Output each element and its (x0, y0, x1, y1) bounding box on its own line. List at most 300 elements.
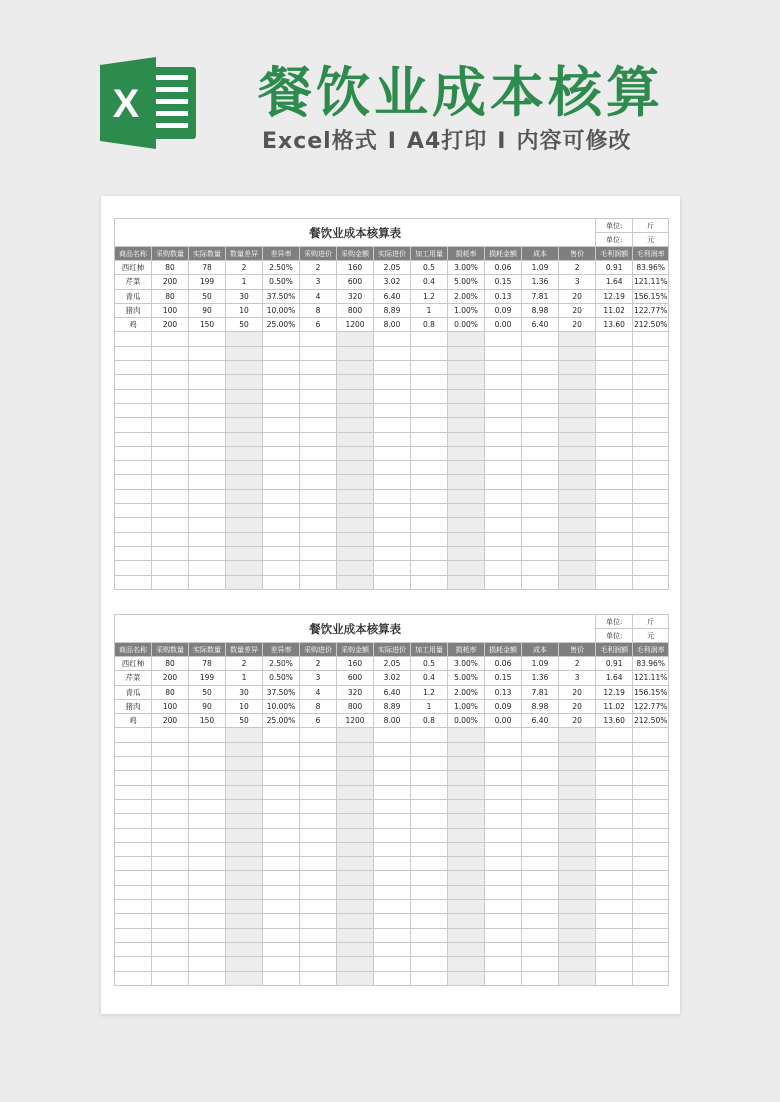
empty-cell[interactable] (374, 771, 411, 785)
empty-cell[interactable] (485, 489, 522, 503)
empty-cell[interactable] (300, 914, 337, 928)
empty-cell[interactable] (559, 561, 596, 575)
table-cell[interactable]: 西红柿 (115, 261, 152, 275)
table-cell[interactable]: 20 (559, 303, 596, 317)
empty-cell[interactable] (226, 814, 263, 828)
empty-cell[interactable] (559, 900, 596, 914)
table-cell[interactable]: 1.2 (411, 685, 448, 699)
empty-cell[interactable] (189, 871, 226, 885)
table-cell[interactable]: 1.09 (522, 657, 559, 671)
table-cell[interactable]: 0.00% (448, 318, 485, 332)
empty-cell[interactable] (596, 885, 633, 899)
table-cell[interactable]: 156.15% (633, 685, 669, 699)
empty-cell[interactable] (485, 475, 522, 489)
empty-cell[interactable] (300, 446, 337, 460)
empty-cell[interactable] (448, 785, 485, 799)
empty-cell[interactable] (522, 361, 559, 375)
empty-cell[interactable] (485, 828, 522, 842)
empty-cell[interactable] (189, 389, 226, 403)
empty-cell[interactable] (374, 504, 411, 518)
empty-cell[interactable] (374, 828, 411, 842)
empty-cell[interactable] (115, 799, 152, 813)
empty-cell[interactable] (596, 375, 633, 389)
empty-cell[interactable] (596, 742, 633, 756)
table-cell[interactable]: 8.00 (374, 714, 411, 728)
unit-value[interactable]: 元 (633, 233, 669, 247)
empty-cell[interactable] (263, 532, 300, 546)
empty-cell[interactable] (448, 375, 485, 389)
empty-cell[interactable] (485, 942, 522, 956)
empty-cell[interactable] (485, 885, 522, 899)
empty-cell[interactable] (559, 389, 596, 403)
empty-cell[interactable] (300, 728, 337, 742)
table-cell[interactable]: 2.50% (263, 657, 300, 671)
empty-cell[interactable] (152, 446, 189, 460)
empty-cell[interactable] (559, 432, 596, 446)
table-cell[interactable]: 13.60 (596, 318, 633, 332)
table-cell[interactable]: 2.50% (263, 261, 300, 275)
empty-cell[interactable] (374, 561, 411, 575)
empty-cell[interactable] (337, 489, 374, 503)
empty-cell[interactable] (596, 857, 633, 871)
empty-cell[interactable] (189, 446, 226, 460)
table-cell[interactable]: 320 (337, 685, 374, 699)
empty-cell[interactable] (115, 771, 152, 785)
empty-cell[interactable] (596, 842, 633, 856)
empty-cell[interactable] (300, 461, 337, 475)
empty-cell[interactable] (300, 389, 337, 403)
empty-cell[interactable] (559, 814, 596, 828)
table-cell[interactable]: 80 (152, 261, 189, 275)
empty-cell[interactable] (263, 742, 300, 756)
table-cell[interactable]: 西红柿 (115, 657, 152, 671)
empty-cell[interactable] (115, 871, 152, 885)
empty-cell[interactable] (263, 361, 300, 375)
table-cell[interactable]: 1 (411, 699, 448, 713)
empty-cell[interactable] (226, 418, 263, 432)
empty-cell[interactable] (485, 575, 522, 589)
empty-cell[interactable] (189, 957, 226, 971)
table-cell[interactable]: 0.4 (411, 275, 448, 289)
empty-cell[interactable] (152, 361, 189, 375)
table-cell[interactable]: 0.13 (485, 685, 522, 699)
table-cell[interactable]: 80 (152, 685, 189, 699)
empty-cell[interactable] (522, 799, 559, 813)
empty-cell[interactable] (374, 957, 411, 971)
empty-cell[interactable] (596, 799, 633, 813)
empty-cell[interactable] (115, 489, 152, 503)
empty-cell[interactable] (485, 928, 522, 942)
empty-cell[interactable] (152, 375, 189, 389)
table-cell[interactable]: 青瓜 (115, 289, 152, 303)
empty-cell[interactable] (411, 518, 448, 532)
empty-cell[interactable] (300, 546, 337, 560)
table-cell[interactable]: 100 (152, 699, 189, 713)
table-cell[interactable]: 25.00% (263, 714, 300, 728)
empty-cell[interactable] (263, 842, 300, 856)
empty-cell[interactable] (411, 728, 448, 742)
empty-cell[interactable] (448, 546, 485, 560)
table-cell[interactable]: 0.15 (485, 671, 522, 685)
empty-cell[interactable] (411, 742, 448, 756)
empty-cell[interactable] (448, 842, 485, 856)
empty-cell[interactable] (263, 475, 300, 489)
table-cell[interactable]: 50 (226, 318, 263, 332)
table-cell[interactable]: 600 (337, 275, 374, 289)
empty-cell[interactable] (189, 346, 226, 360)
empty-cell[interactable] (263, 518, 300, 532)
empty-cell[interactable] (263, 885, 300, 899)
empty-cell[interactable] (448, 389, 485, 403)
empty-cell[interactable] (448, 332, 485, 346)
empty-cell[interactable] (485, 418, 522, 432)
empty-cell[interactable] (448, 418, 485, 432)
empty-cell[interactable] (337, 942, 374, 956)
empty-cell[interactable] (596, 785, 633, 799)
empty-cell[interactable] (411, 771, 448, 785)
empty-cell[interactable] (559, 771, 596, 785)
table-cell[interactable]: 20 (559, 685, 596, 699)
empty-cell[interactable] (300, 489, 337, 503)
empty-cell[interactable] (226, 871, 263, 885)
empty-cell[interactable] (448, 742, 485, 756)
empty-cell[interactable] (448, 504, 485, 518)
empty-cell[interactable] (337, 432, 374, 446)
empty-cell[interactable] (189, 757, 226, 771)
empty-cell[interactable] (559, 518, 596, 532)
empty-cell[interactable] (559, 885, 596, 899)
empty-cell[interactable] (115, 432, 152, 446)
table-cell[interactable]: 芹菜 (115, 671, 152, 685)
empty-cell[interactable] (337, 403, 374, 417)
empty-cell[interactable] (115, 518, 152, 532)
empty-cell[interactable] (189, 418, 226, 432)
empty-cell[interactable] (263, 928, 300, 942)
empty-cell[interactable] (522, 914, 559, 928)
empty-cell[interactable] (411, 842, 448, 856)
empty-cell[interactable] (226, 828, 263, 842)
table-cell[interactable]: 0.50% (263, 275, 300, 289)
table-cell[interactable]: 160 (337, 261, 374, 275)
empty-cell[interactable] (152, 389, 189, 403)
empty-cell[interactable] (226, 561, 263, 575)
empty-cell[interactable] (152, 900, 189, 914)
table-cell[interactable]: 鸡 (115, 318, 152, 332)
empty-cell[interactable] (633, 375, 669, 389)
empty-cell[interactable] (596, 461, 633, 475)
empty-cell[interactable] (559, 957, 596, 971)
table-cell[interactable]: 0.06 (485, 657, 522, 671)
empty-cell[interactable] (374, 914, 411, 928)
empty-cell[interactable] (226, 461, 263, 475)
empty-cell[interactable] (300, 518, 337, 532)
empty-cell[interactable] (337, 518, 374, 532)
empty-cell[interactable] (226, 504, 263, 518)
empty-cell[interactable] (115, 814, 152, 828)
empty-cell[interactable] (152, 885, 189, 899)
empty-cell[interactable] (337, 857, 374, 871)
empty-cell[interactable] (115, 742, 152, 756)
empty-cell[interactable] (337, 900, 374, 914)
table-cell[interactable]: 0.8 (411, 318, 448, 332)
empty-cell[interactable] (596, 561, 633, 575)
empty-cell[interactable] (485, 461, 522, 475)
empty-cell[interactable] (115, 900, 152, 914)
empty-cell[interactable] (522, 828, 559, 842)
empty-cell[interactable] (152, 532, 189, 546)
table-cell[interactable]: 0.4 (411, 671, 448, 685)
empty-cell[interactable] (263, 389, 300, 403)
empty-cell[interactable] (411, 346, 448, 360)
empty-cell[interactable] (115, 885, 152, 899)
empty-cell[interactable] (596, 446, 633, 460)
empty-cell[interactable] (226, 518, 263, 532)
empty-cell[interactable] (596, 518, 633, 532)
empty-cell[interactable] (337, 504, 374, 518)
empty-cell[interactable] (485, 432, 522, 446)
empty-cell[interactable] (115, 546, 152, 560)
empty-cell[interactable] (448, 575, 485, 589)
empty-cell[interactable] (633, 518, 669, 532)
empty-cell[interactable] (189, 561, 226, 575)
empty-cell[interactable] (522, 346, 559, 360)
empty-cell[interactable] (226, 546, 263, 560)
empty-cell[interactable] (263, 461, 300, 475)
empty-cell[interactable] (448, 828, 485, 842)
empty-cell[interactable] (411, 814, 448, 828)
table-cell[interactable]: 13.60 (596, 714, 633, 728)
table-cell[interactable]: 2 (300, 261, 337, 275)
empty-cell[interactable] (448, 799, 485, 813)
empty-cell[interactable] (189, 532, 226, 546)
empty-cell[interactable] (300, 857, 337, 871)
table-cell[interactable]: 37.50% (263, 685, 300, 699)
empty-cell[interactable] (485, 403, 522, 417)
table-cell[interactable]: 78 (189, 657, 226, 671)
empty-cell[interactable] (300, 504, 337, 518)
empty-cell[interactable] (559, 446, 596, 460)
empty-cell[interactable] (448, 928, 485, 942)
empty-cell[interactable] (115, 446, 152, 460)
empty-cell[interactable] (633, 532, 669, 546)
table-cell[interactable]: 6 (300, 318, 337, 332)
empty-cell[interactable] (596, 575, 633, 589)
empty-cell[interactable] (411, 871, 448, 885)
empty-cell[interactable] (337, 461, 374, 475)
empty-cell[interactable] (189, 742, 226, 756)
empty-cell[interactable] (485, 757, 522, 771)
empty-cell[interactable] (300, 828, 337, 842)
empty-cell[interactable] (263, 814, 300, 828)
empty-cell[interactable] (374, 814, 411, 828)
table-cell[interactable]: 20 (559, 289, 596, 303)
empty-cell[interactable] (485, 842, 522, 856)
empty-cell[interactable] (226, 475, 263, 489)
empty-cell[interactable] (263, 799, 300, 813)
empty-cell[interactable] (115, 361, 152, 375)
empty-cell[interactable] (559, 403, 596, 417)
empty-cell[interactable] (115, 728, 152, 742)
empty-cell[interactable] (596, 546, 633, 560)
empty-cell[interactable] (411, 957, 448, 971)
table-cell[interactable]: 37.50% (263, 289, 300, 303)
table-cell[interactable]: 5.00% (448, 275, 485, 289)
empty-cell[interactable] (633, 757, 669, 771)
empty-cell[interactable] (559, 475, 596, 489)
empty-cell[interactable] (374, 575, 411, 589)
empty-cell[interactable] (522, 785, 559, 799)
empty-cell[interactable] (300, 375, 337, 389)
empty-cell[interactable] (448, 857, 485, 871)
empty-cell[interactable] (596, 361, 633, 375)
empty-cell[interactable] (263, 561, 300, 575)
empty-cell[interactable] (633, 942, 669, 956)
table-cell[interactable]: 7.81 (522, 685, 559, 699)
empty-cell[interactable] (226, 532, 263, 546)
table-cell[interactable]: 0.5 (411, 261, 448, 275)
empty-cell[interactable] (559, 504, 596, 518)
empty-cell[interactable] (374, 475, 411, 489)
empty-cell[interactable] (559, 914, 596, 928)
empty-cell[interactable] (374, 361, 411, 375)
empty-cell[interactable] (337, 742, 374, 756)
empty-cell[interactable] (226, 842, 263, 856)
empty-cell[interactable] (337, 389, 374, 403)
empty-cell[interactable] (559, 828, 596, 842)
empty-cell[interactable] (263, 914, 300, 928)
empty-cell[interactable] (485, 361, 522, 375)
table-cell[interactable]: 80 (152, 289, 189, 303)
empty-cell[interactable] (522, 928, 559, 942)
table-cell[interactable]: 2.05 (374, 261, 411, 275)
empty-cell[interactable] (263, 771, 300, 785)
table-cell[interactable]: 200 (152, 318, 189, 332)
empty-cell[interactable] (115, 942, 152, 956)
table-cell[interactable]: 10.00% (263, 303, 300, 317)
empty-cell[interactable] (522, 575, 559, 589)
empty-cell[interactable] (300, 418, 337, 432)
empty-cell[interactable] (226, 900, 263, 914)
empty-cell[interactable] (596, 403, 633, 417)
empty-cell[interactable] (448, 446, 485, 460)
empty-cell[interactable] (226, 771, 263, 785)
empty-cell[interactable] (115, 828, 152, 842)
empty-cell[interactable] (115, 504, 152, 518)
empty-cell[interactable] (300, 928, 337, 942)
table-cell[interactable]: 6 (300, 714, 337, 728)
table-cell[interactable]: 50 (189, 685, 226, 699)
empty-cell[interactable] (226, 432, 263, 446)
table-cell[interactable]: 600 (337, 671, 374, 685)
empty-cell[interactable] (226, 332, 263, 346)
empty-cell[interactable] (115, 957, 152, 971)
empty-cell[interactable] (115, 418, 152, 432)
empty-cell[interactable] (448, 489, 485, 503)
empty-cell[interactable] (115, 928, 152, 942)
empty-cell[interactable] (226, 957, 263, 971)
table-cell[interactable]: 猪肉 (115, 699, 152, 713)
empty-cell[interactable] (152, 942, 189, 956)
table-cell[interactable]: 78 (189, 261, 226, 275)
empty-cell[interactable] (300, 432, 337, 446)
empty-cell[interactable] (559, 728, 596, 742)
empty-cell[interactable] (448, 432, 485, 446)
empty-cell[interactable] (115, 475, 152, 489)
empty-cell[interactable] (522, 857, 559, 871)
empty-cell[interactable] (152, 461, 189, 475)
empty-cell[interactable] (485, 971, 522, 985)
table-cell[interactable]: 4 (300, 289, 337, 303)
table-cell[interactable]: 1 (411, 303, 448, 317)
empty-cell[interactable] (115, 971, 152, 985)
empty-cell[interactable] (115, 375, 152, 389)
empty-cell[interactable] (448, 885, 485, 899)
empty-cell[interactable] (189, 885, 226, 899)
empty-cell[interactable] (448, 403, 485, 417)
empty-cell[interactable] (374, 418, 411, 432)
empty-cell[interactable] (152, 757, 189, 771)
empty-cell[interactable] (596, 532, 633, 546)
table-cell[interactable]: 1200 (337, 714, 374, 728)
table-cell[interactable]: 1.64 (596, 671, 633, 685)
empty-cell[interactable] (596, 942, 633, 956)
empty-cell[interactable] (189, 771, 226, 785)
table-cell[interactable]: 1200 (337, 318, 374, 332)
empty-cell[interactable] (485, 871, 522, 885)
empty-cell[interactable] (337, 971, 374, 985)
empty-cell[interactable] (226, 885, 263, 899)
empty-cell[interactable] (633, 814, 669, 828)
empty-cell[interactable] (115, 561, 152, 575)
empty-cell[interactable] (374, 403, 411, 417)
empty-cell[interactable] (226, 346, 263, 360)
empty-cell[interactable] (633, 446, 669, 460)
empty-cell[interactable] (300, 361, 337, 375)
empty-cell[interactable] (522, 518, 559, 532)
table-cell[interactable]: 800 (337, 303, 374, 317)
empty-cell[interactable] (152, 728, 189, 742)
empty-cell[interactable] (522, 418, 559, 432)
empty-cell[interactable] (448, 518, 485, 532)
empty-cell[interactable] (152, 914, 189, 928)
empty-cell[interactable] (337, 828, 374, 842)
table-cell[interactable]: 鸡 (115, 714, 152, 728)
empty-cell[interactable] (337, 957, 374, 971)
empty-cell[interactable] (411, 446, 448, 460)
empty-cell[interactable] (485, 346, 522, 360)
empty-cell[interactable] (300, 971, 337, 985)
empty-cell[interactable] (448, 461, 485, 475)
table-cell[interactable]: 1.36 (522, 275, 559, 289)
empty-cell[interactable] (411, 546, 448, 560)
table-cell[interactable]: 3.02 (374, 671, 411, 685)
empty-cell[interactable] (633, 971, 669, 985)
table-cell[interactable]: 3 (559, 275, 596, 289)
empty-cell[interactable] (374, 871, 411, 885)
empty-cell[interactable] (411, 857, 448, 871)
empty-cell[interactable] (226, 742, 263, 756)
empty-cell[interactable] (226, 971, 263, 985)
empty-cell[interactable] (596, 489, 633, 503)
empty-cell[interactable] (115, 461, 152, 475)
table-cell[interactable]: 1.00% (448, 303, 485, 317)
empty-cell[interactable] (596, 771, 633, 785)
empty-cell[interactable] (374, 799, 411, 813)
empty-cell[interactable] (263, 785, 300, 799)
empty-cell[interactable] (559, 842, 596, 856)
empty-cell[interactable] (226, 928, 263, 942)
empty-cell[interactable] (559, 757, 596, 771)
